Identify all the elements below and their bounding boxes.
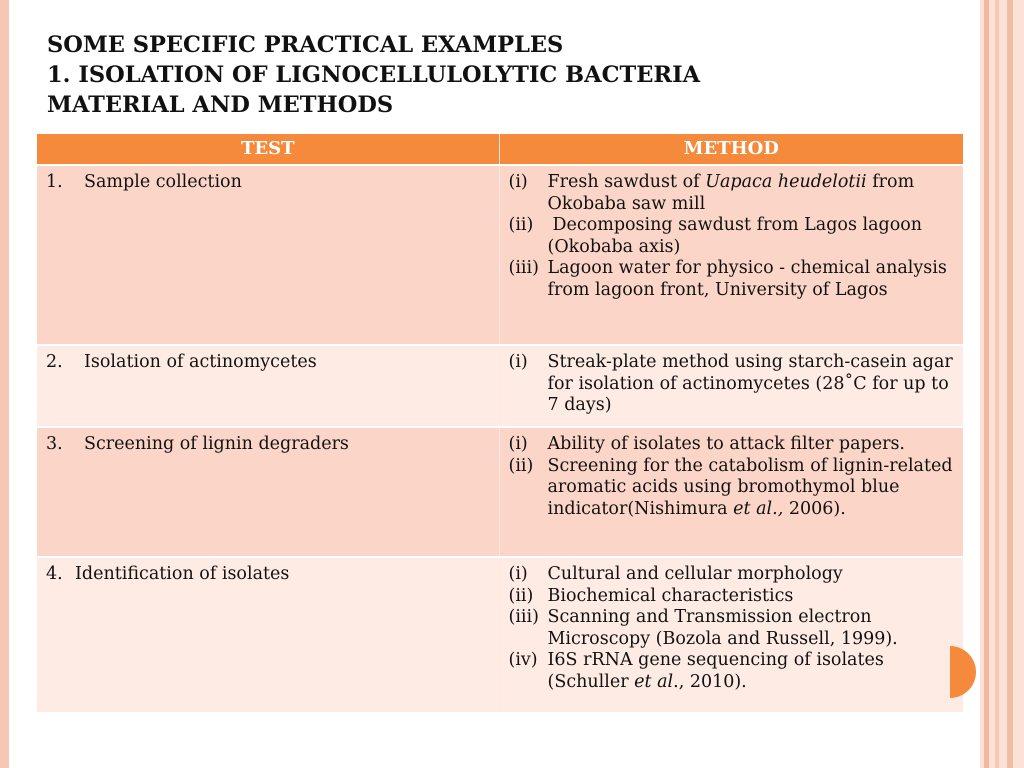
row-number: 3. [46,434,63,454]
method-item [509,607,956,650]
method-text: Decomposing sawdust from Lagos lagoon (Okobaba axis) [547,215,923,257]
methods-table [37,134,963,712]
test-cell [37,165,499,345]
test-label: Identification of isolates [75,564,290,584]
right-stripe [984,0,989,768]
title-line: SOME SPECIFIC PRACTICAL EXAMPLES [47,32,564,58]
method-cell [499,165,963,345]
method-number: (iv) [508,650,538,670]
test-cell [37,557,499,712]
test-cell [37,345,499,427]
method-item [509,456,956,521]
method-text: Ability of isolates to attack filter papers. [547,434,905,454]
method-text: Scanning and Transmission electron Microscopy (Bozola and Russell, 1999). [547,607,898,649]
method-item [509,352,956,417]
test-label: Sample collection [84,172,242,192]
right-stripe [995,0,999,768]
table-row [37,427,963,557]
method-item [509,564,956,586]
method-text: Biochemical characteristics [547,585,794,606]
title-line: MATERIAL AND METHODS [47,92,394,118]
header-test: TEST [37,134,499,165]
method-item [509,258,956,301]
method-number: (ii) [508,455,534,476]
method-number: (i) [508,352,528,372]
method-number: (ii) [508,585,534,606]
method-number: (i) [508,172,528,192]
row-number: 2. [46,352,63,372]
method-text: Screening for the catabolism of lignin-related aromatic acids using bromothymol blue indicator(Nishimura et al., 2006). [547,455,953,519]
right-decorative-band [980,0,1024,768]
method-cell [499,345,963,427]
method-item [509,434,956,456]
method-cell [499,427,963,557]
test-label: Isolation of actinomycetes [84,352,317,372]
table-row [37,165,963,345]
method-item [509,586,956,608]
table-row [37,345,963,427]
header-method: METHOD [499,134,963,165]
table-header-row [37,134,963,165]
row-number: 1. [46,172,63,192]
test-cell [37,427,499,557]
method-text: Streak-plate method using starch-casein agar for isolation of actinomycetes (28˚C for up to 7 days) [547,352,953,415]
method-text: Cultural and cellular morphology [547,564,843,584]
table-row [37,557,963,712]
method-number: (ii) [508,215,534,235]
test-label: Screening of lignin degraders [84,434,349,454]
method-number: (iii) [508,607,539,627]
decorative-orange-tab [950,646,976,698]
method-text: Fresh sawdust of Uapaca heudelotii from Okobaba saw mill [547,172,915,214]
title-line: 1. ISOLATION OF LIGNOCELLULOLYTIC BACTERIA [47,62,701,88]
method-item [509,650,956,693]
left-decorative-strip [0,0,9,768]
method-text: Lagoon water for physico - chemical analysis from lagoon front, University of Lagos [547,258,947,300]
method-item [509,172,956,215]
method-number: (i) [508,564,528,584]
method-number: (i) [508,434,528,454]
right-stripe [1007,0,1013,768]
method-number: (iii) [508,258,539,278]
slide-title [47,30,947,120]
method-text: I6S rRNA gene sequencing of isolates (Schuller et al., 2010). [547,650,884,692]
method-cell [499,557,963,712]
method-item [509,215,956,258]
row-number: 4. [46,564,63,584]
